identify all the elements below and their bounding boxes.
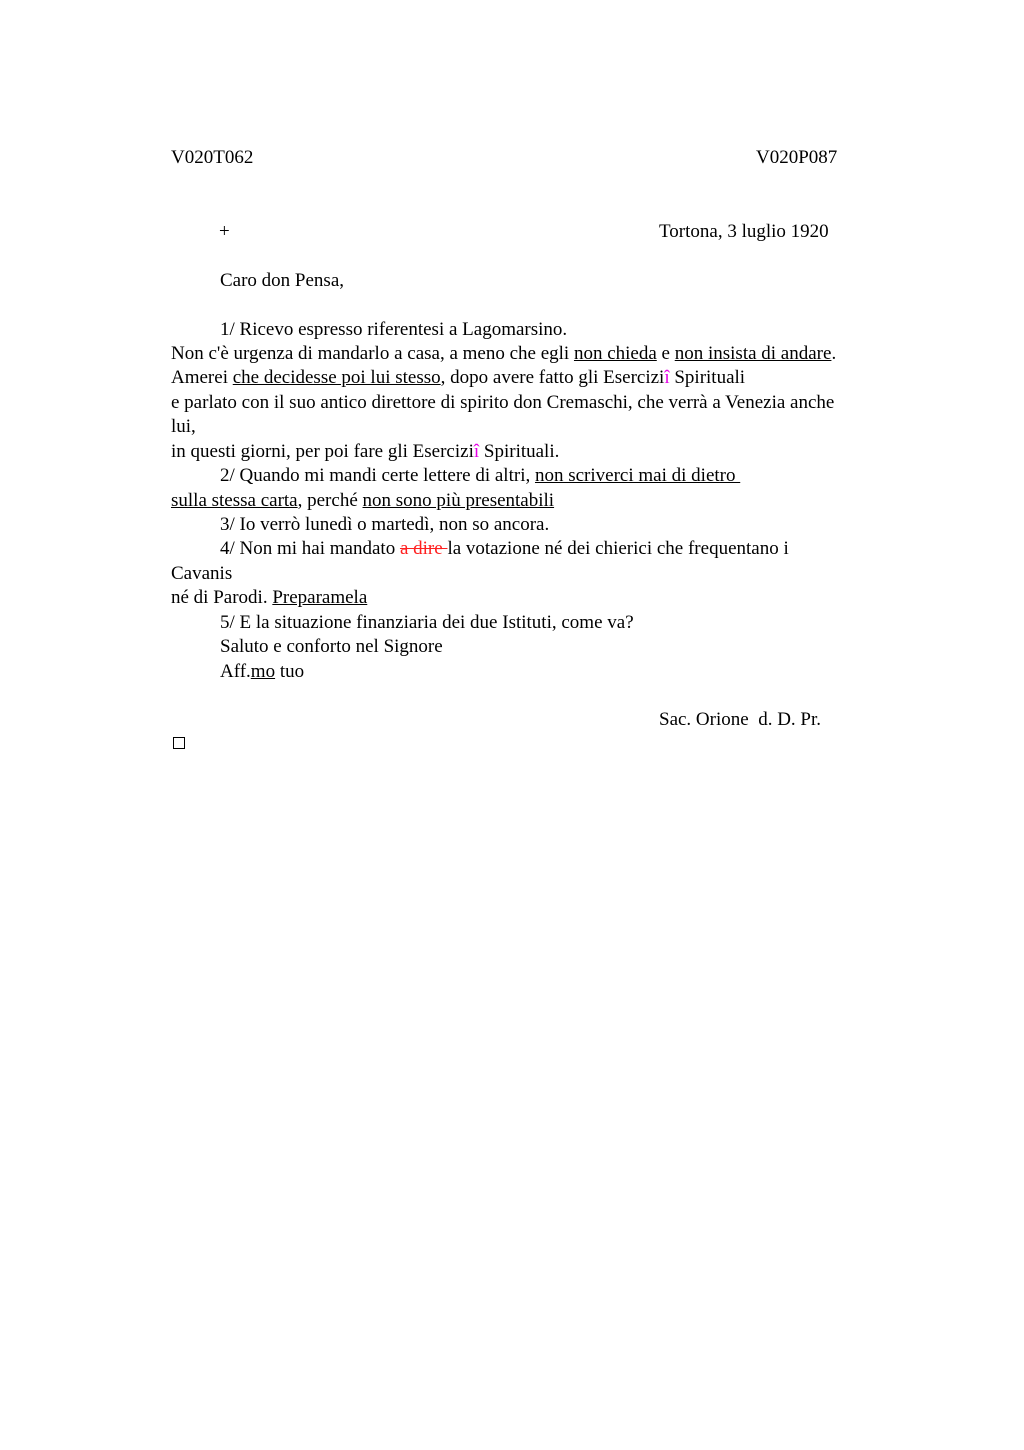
underlined-phrase: Preparamela xyxy=(272,587,368,608)
text-segment: la votazione né dei chierici che frequentano i xyxy=(447,538,789,559)
paragraph-4-line-2: Cavanis xyxy=(171,563,233,584)
underlined-phrase: sulla stessa carta xyxy=(171,490,298,511)
signature: Sac. Orione d. D. Pr. xyxy=(659,709,822,730)
paragraph-1-line-3 xyxy=(171,366,745,390)
text-segment: Aff. xyxy=(220,661,251,682)
text-segment: in questi giorni, per poi fare gli Esercizi xyxy=(171,441,474,462)
text-segment: Amerei xyxy=(171,367,233,388)
text-segment: Non c'è urgenza di mandarlo a casa, a meno che egli xyxy=(171,343,574,364)
cross-mark: + xyxy=(219,221,230,242)
text-segment: . xyxy=(831,343,837,364)
underlined-phrase: non insista di andare xyxy=(674,343,832,364)
text-segment: , dopo avere fatto gli Esercizi xyxy=(440,367,665,388)
paragraph-2-line-1 xyxy=(220,464,740,488)
paragraph-1-line-1: 1/ Ricevo espresso riferentesi a Lagomarsino. xyxy=(220,319,568,340)
place-date: Tortona, 3 luglio 1920 xyxy=(659,221,829,242)
paragraph-1-line-2 xyxy=(171,342,836,366)
underlined-phrase: che decidesse poi lui stesso xyxy=(232,367,441,388)
underlined-phrase: mo xyxy=(250,661,276,682)
closing-affectionate xyxy=(220,660,304,684)
text-segment: , perché xyxy=(297,490,363,511)
paragraph-3-line-1: 3/ Io verrò lunedì o martedì, non so ancora. xyxy=(220,514,550,535)
salutation: Caro don Pensa, xyxy=(220,270,345,291)
underlined-phrase: non scriverci mai di dietro xyxy=(534,465,741,486)
header-code-left: V020T062 xyxy=(171,147,254,168)
magenta-circumflex: î xyxy=(664,367,670,388)
struck-out-text: a dire xyxy=(399,538,448,559)
text-segment: né di Parodi. xyxy=(171,587,273,608)
text-segment: e xyxy=(656,343,675,364)
paragraph-2-line-2 xyxy=(171,489,554,513)
empty-square-icon xyxy=(173,737,185,749)
underlined-phrase: non sono più presentabili xyxy=(362,490,555,511)
text-segment: tuo xyxy=(275,661,305,682)
closing-greeting: Saluto e conforto nel Signore xyxy=(220,636,443,657)
paragraph-1-line-4: e parlato con il suo antico direttore di spirito don Cremaschi, che verrà a Venezia anche xyxy=(171,392,835,413)
paragraph-1-line-5: lui, xyxy=(171,416,196,437)
text-segment: Spirituali xyxy=(669,367,746,388)
text-segment: Spirituali. xyxy=(479,441,560,462)
underlined-phrase: non chieda xyxy=(573,343,657,364)
text-segment: 2/ Quando mi mandi certe lettere di altri, xyxy=(220,465,535,486)
magenta-circumflex: î xyxy=(473,441,480,462)
paragraph-4-line-1 xyxy=(220,537,789,561)
paragraph-4-line-3 xyxy=(171,586,367,610)
header-code-right: V020P087 xyxy=(756,147,838,168)
text-segment: 4/ Non mi hai mandato xyxy=(220,538,400,559)
paragraph-5-line-1: 5/ E la situazione finanziaria dei due Istituti, come va? xyxy=(220,612,634,633)
paragraph-1-line-6 xyxy=(171,440,559,464)
